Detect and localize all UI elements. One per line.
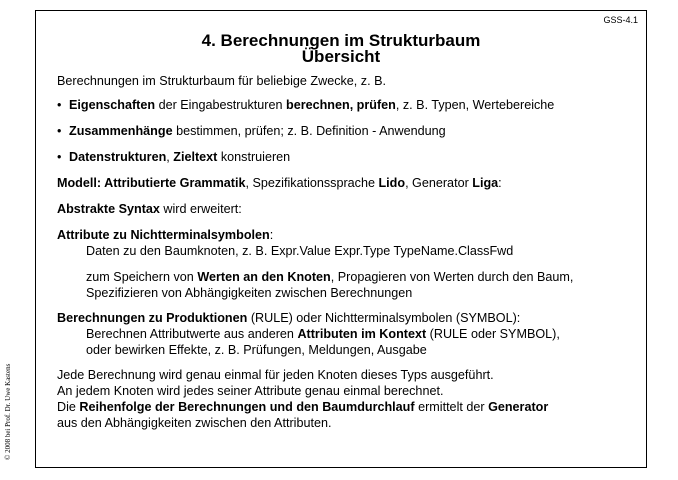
attribute-heading-rest: : [269,228,274,242]
bullet-2-text-1: bestimmen, prüfen; z. B. Definition - Anwendung [172,124,446,138]
slide-content [57,73,637,431]
final-line-1: Jede Berechnung wird genau einmal für jeden Knoten dieses Typs ausgeführt. [57,368,494,382]
attribute-line-2 [57,269,637,285]
title-line-1: 4. Berechnungen im Strukturbaum [201,31,481,50]
calculation-line-1-strong: Attributen im Kontext [297,327,427,341]
bullet-item-datenstrukturen [57,149,637,165]
attribute-heading [57,227,637,243]
attribute-line-2-text-c: , Propagieren von Werten durch den Baum, [330,270,574,284]
model-text-3: : [498,176,502,190]
bullet-1-strong-1: Eigenschaften [69,98,156,112]
copyright-note: © 2008 bei Prof. Dr. Uwe Kastens [4,363,12,460]
final-line-2: An jedem Knoten wird jedes seiner Attribute genau einmal berechnet. [57,384,444,398]
model-strong-3: Liga [472,176,499,190]
bullet-1-text-1: der Eingabestrukturen [155,98,286,112]
calculation-heading-strong: Berechnungen zu Produktionen [57,311,248,325]
slide-frame [35,10,647,468]
intro-text: Berechnungen im Strukturbaum für beliebige Zwecke, z. B. [57,74,386,88]
calculation-line-1 [57,326,637,342]
final-line-3 [57,399,637,415]
calculation-line-2: oder bewirken Effekte, z. B. Prüfungen, Meldungen, Ausgabe [86,343,427,357]
bullet-dot-icon: • [57,124,62,138]
bullet-3-strong-2: Zieltext [173,150,218,164]
slide-id: GSS-4.1 [603,15,638,25]
attribute-line-3: Spezifizieren von Abhängigkeiten zwischen Berechnungen [86,286,413,300]
slide-title [36,33,646,65]
bullet-3-strong-1: Datenstrukturen [69,150,167,164]
model-line [57,175,637,191]
final-line-4: aus den Abhängigkeiten zwischen den Attributen. [57,416,332,430]
bullet-dot-icon: • [57,98,62,112]
bullet-2-strong-1: Zusammenhänge [69,124,173,138]
model-text-1: , Spezifikationssprache [245,176,379,190]
attribute-heading-strong: Attribute zu Nichtterminalsymbolen [57,228,270,242]
abstract-syntax-line [57,201,637,217]
abstract-strong: Abstrakte Syntax [57,202,160,216]
bullet-item-eigenschaften [57,97,637,113]
bullet-3-text-1: , [166,150,174,164]
model-strong-2: Lido [378,176,406,190]
attribute-line-1: Daten zu den Baumknoten, z. B. Expr.Value Expr.Type TypeName.ClassFwd [86,244,514,258]
bullet-3-text-2: konstruieren [217,150,291,164]
abstract-text: wird erweitert: [159,202,242,216]
calculation-heading-rest: (RULE) oder Nichtterminalsymbolen (SYMBOL): [247,311,521,325]
final-line-3-text-c: ermittelt der [414,400,489,414]
calculation-heading [57,310,637,326]
calculation-line-1-text-a: Berechnen Attributwerte aus anderen [86,327,298,341]
calculation-line-1-text-c: (RULE oder SYMBOL), [426,327,560,341]
bullet-1-text-2: , z. B. Typen, Wertebereiche [395,98,555,112]
bullet-dot-icon: • [57,150,62,164]
attribute-line-2-strong: Werten an den Knoten [197,270,331,284]
bullet-item-zusammenhaenge [57,123,637,139]
final-line-3-strong-1: Reihenfolge der Berechnungen und den Baumdurchlauf [79,400,415,414]
final-line-3-text-a: Die [57,400,80,414]
final-line-3-strong-2: Generator [488,400,549,414]
attribute-line-2-text-a: zum Speichern von [86,270,198,284]
title-line-2: Übersicht [301,47,381,66]
model-text-2: , Generator [405,176,473,190]
model-strong-1: Modell: Attributierte Grammatik [57,176,246,190]
bullet-1-strong-2: berechnen, prüfen [286,98,396,112]
